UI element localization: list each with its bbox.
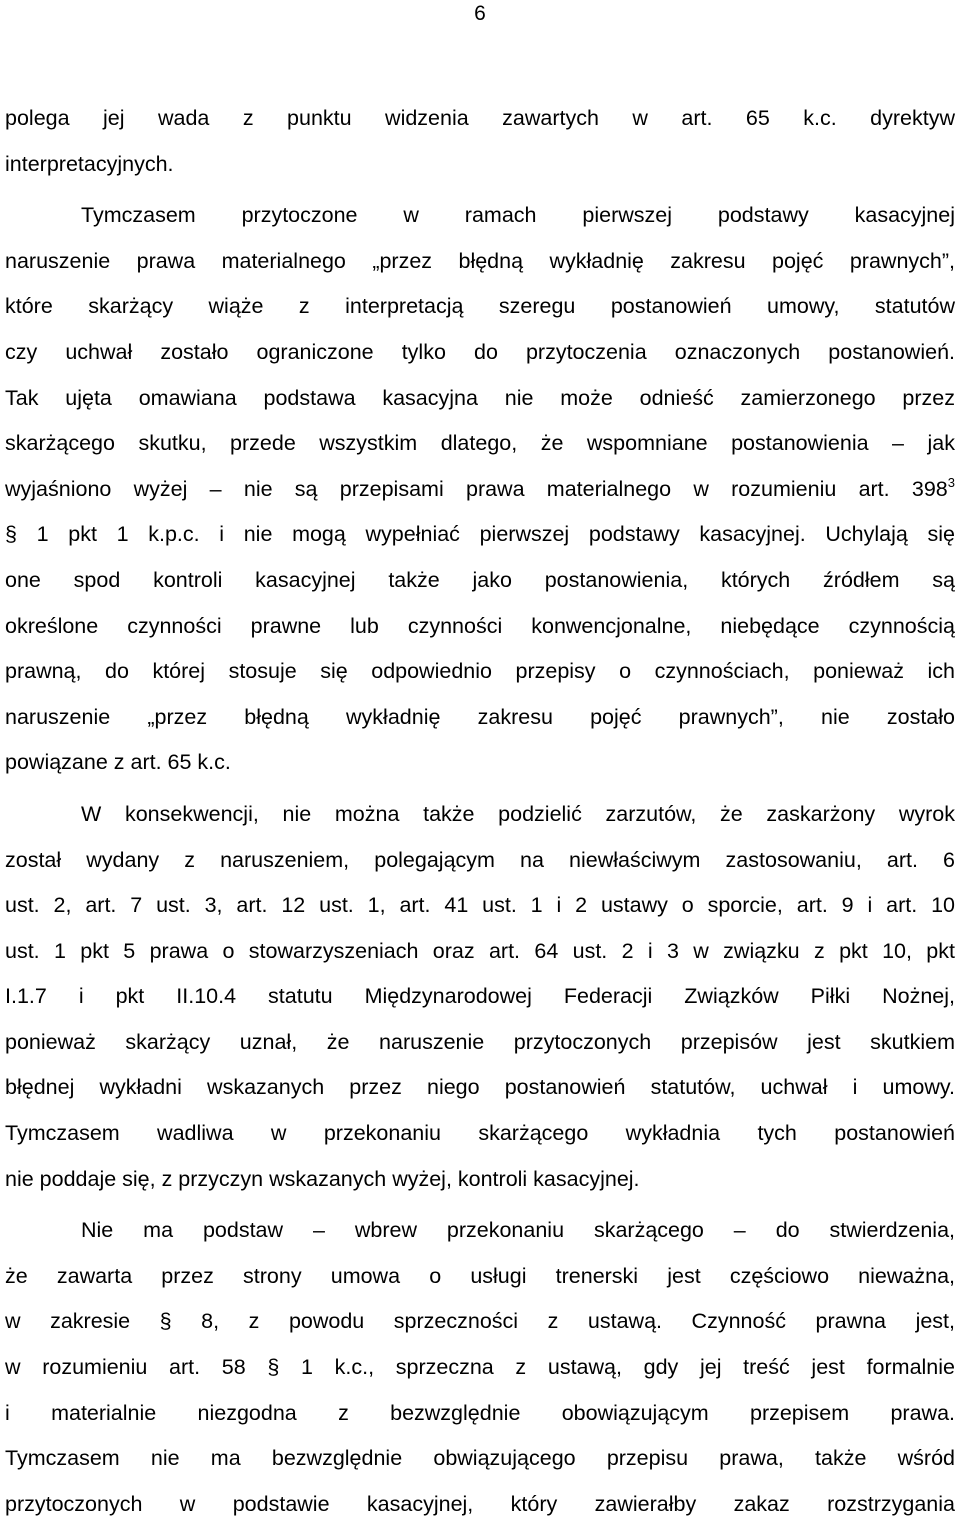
text-line: Tymczasem przytoczone w ramach pierwszej podstawy kasacyjnej (81, 203, 955, 228)
text-line: ust. 1 pkt 5 prawa o stowarzyszeniach oraz art. 64 ust. 2 i 3 w związku z pkt 10, pkt (5, 938, 955, 963)
text-line: I.1.7 i pkt II.10.4 statutu Międzynarodowej Federacji Związków Piłki Nożnej, (5, 984, 955, 1009)
text-line: w zakresie § 8, z powodu sprzeczności z ustawą. Czynność prawna jest, (5, 1309, 955, 1334)
paragraph-4 (5, 1208, 955, 1527)
text-line: naruszenie prawa materialnego „przez błędną wykładnię zakresu pojęć prawnych”, (5, 248, 955, 273)
text-line: powiązane z art. 65 k.c. (5, 750, 231, 775)
page-number: 6 (474, 2, 486, 25)
text-line: ponieważ skarżący uznał, że naruszenie przytoczonych przepisów jest skutkiem (5, 1029, 955, 1054)
text-line: które skarżący wiąże z interpretacją szeregu postanowień umowy, statutów (5, 294, 955, 319)
text-line: czy uchwał zostało ograniczone tylko do przytoczenia oznaczonych postanowień. (5, 339, 955, 364)
text-line: że zawarta przez strony umowa o usługi trenerski jest częściowo nieważna, (5, 1263, 955, 1288)
text-line: W konsekwencji, nie można także podzielić zarzutów, że zaskarżony wyrok (81, 801, 955, 826)
text-line: określone czynności prawne lub czynności konwencjonalne, niebędące czynnością (5, 613, 955, 638)
text-line: § 1 pkt 1 k.p.c. i nie mogą wypełniać pierwszej podstawy kasacyjnej. Uchylają się (5, 522, 955, 547)
text-line: skarżącego skutku, przede wszystkim dlatego, że wspomniane postanowienia – jak (5, 431, 955, 456)
text-segment: wyjaśniono wyżej – nie są przepisami prawa materialnego w rozumieniu art. 398 (5, 476, 948, 501)
paragraph-1 (5, 96, 955, 187)
text-line: został wydany z naruszeniem, polegającym na niewłaściwym zastosowaniu, art. 6 (5, 847, 955, 872)
superscript: 3 (947, 474, 955, 490)
text-line: prawną, do której stosuje się odpowiednio przepisy o czynnościach, ponieważ ich (5, 659, 955, 684)
paragraph-3 (5, 792, 955, 1202)
text-line: Tymczasem wadliwa w przekonaniu skarżącego wykładnia tych postanowień (5, 1121, 955, 1146)
text-line: i materialnie niezgodna z bezwzględnie obowiązującym przepisem prawa. (5, 1400, 955, 1425)
document-body (5, 96, 955, 1527)
text-line: przytoczonych w podstawie kasacyjnej, który zawierałby zakaz rozstrzygania (5, 1491, 955, 1516)
text-line: Tak ujęta omawiana podstawa kasacyjna nie może odnieść zamierzonego przez (5, 385, 955, 410)
paragraph-2 (5, 193, 955, 786)
text-line: Nie ma podstaw – wbrew przekonaniu skarżącego – do stwierdzenia, (81, 1218, 955, 1243)
text-line: Tymczasem nie ma bezwzględnie obwiązującego przepisu prawa, także wśród (5, 1446, 955, 1471)
text-line: nie poddaje się, z przyczyn wskazanych wyżej, kontroli kasacyjnej. (5, 1166, 640, 1191)
text-line: naruszenie „przez błędną wykładnię zakresu pojęć prawnych”, nie zostało (5, 704, 955, 729)
text-line: błędnej wykładni wskazanych przez niego postanowień statutów, uchwał i umowy. (5, 1075, 955, 1100)
text-line: w rozumieniu art. 58 § 1 k.c., sprzeczna z ustawą, gdy jej treść jest formalnie (5, 1355, 955, 1380)
text-line: polega jej wada z punktu widzenia zawartych w art. 65 k.c. dyrektyw (5, 106, 955, 130)
text-line: one spod kontroli kasacyjnej także jako postanowienia, których źródłem są (5, 567, 955, 592)
text-line: interpretacyjnych. (5, 151, 174, 176)
text-line-with-superscript (5, 467, 955, 513)
text-line: ust. 2, art. 7 ust. 3, art. 12 ust. 1, art. 41 ust. 1 i 2 ustawy o sporcie, art. 9 i art. 10 (5, 893, 955, 918)
